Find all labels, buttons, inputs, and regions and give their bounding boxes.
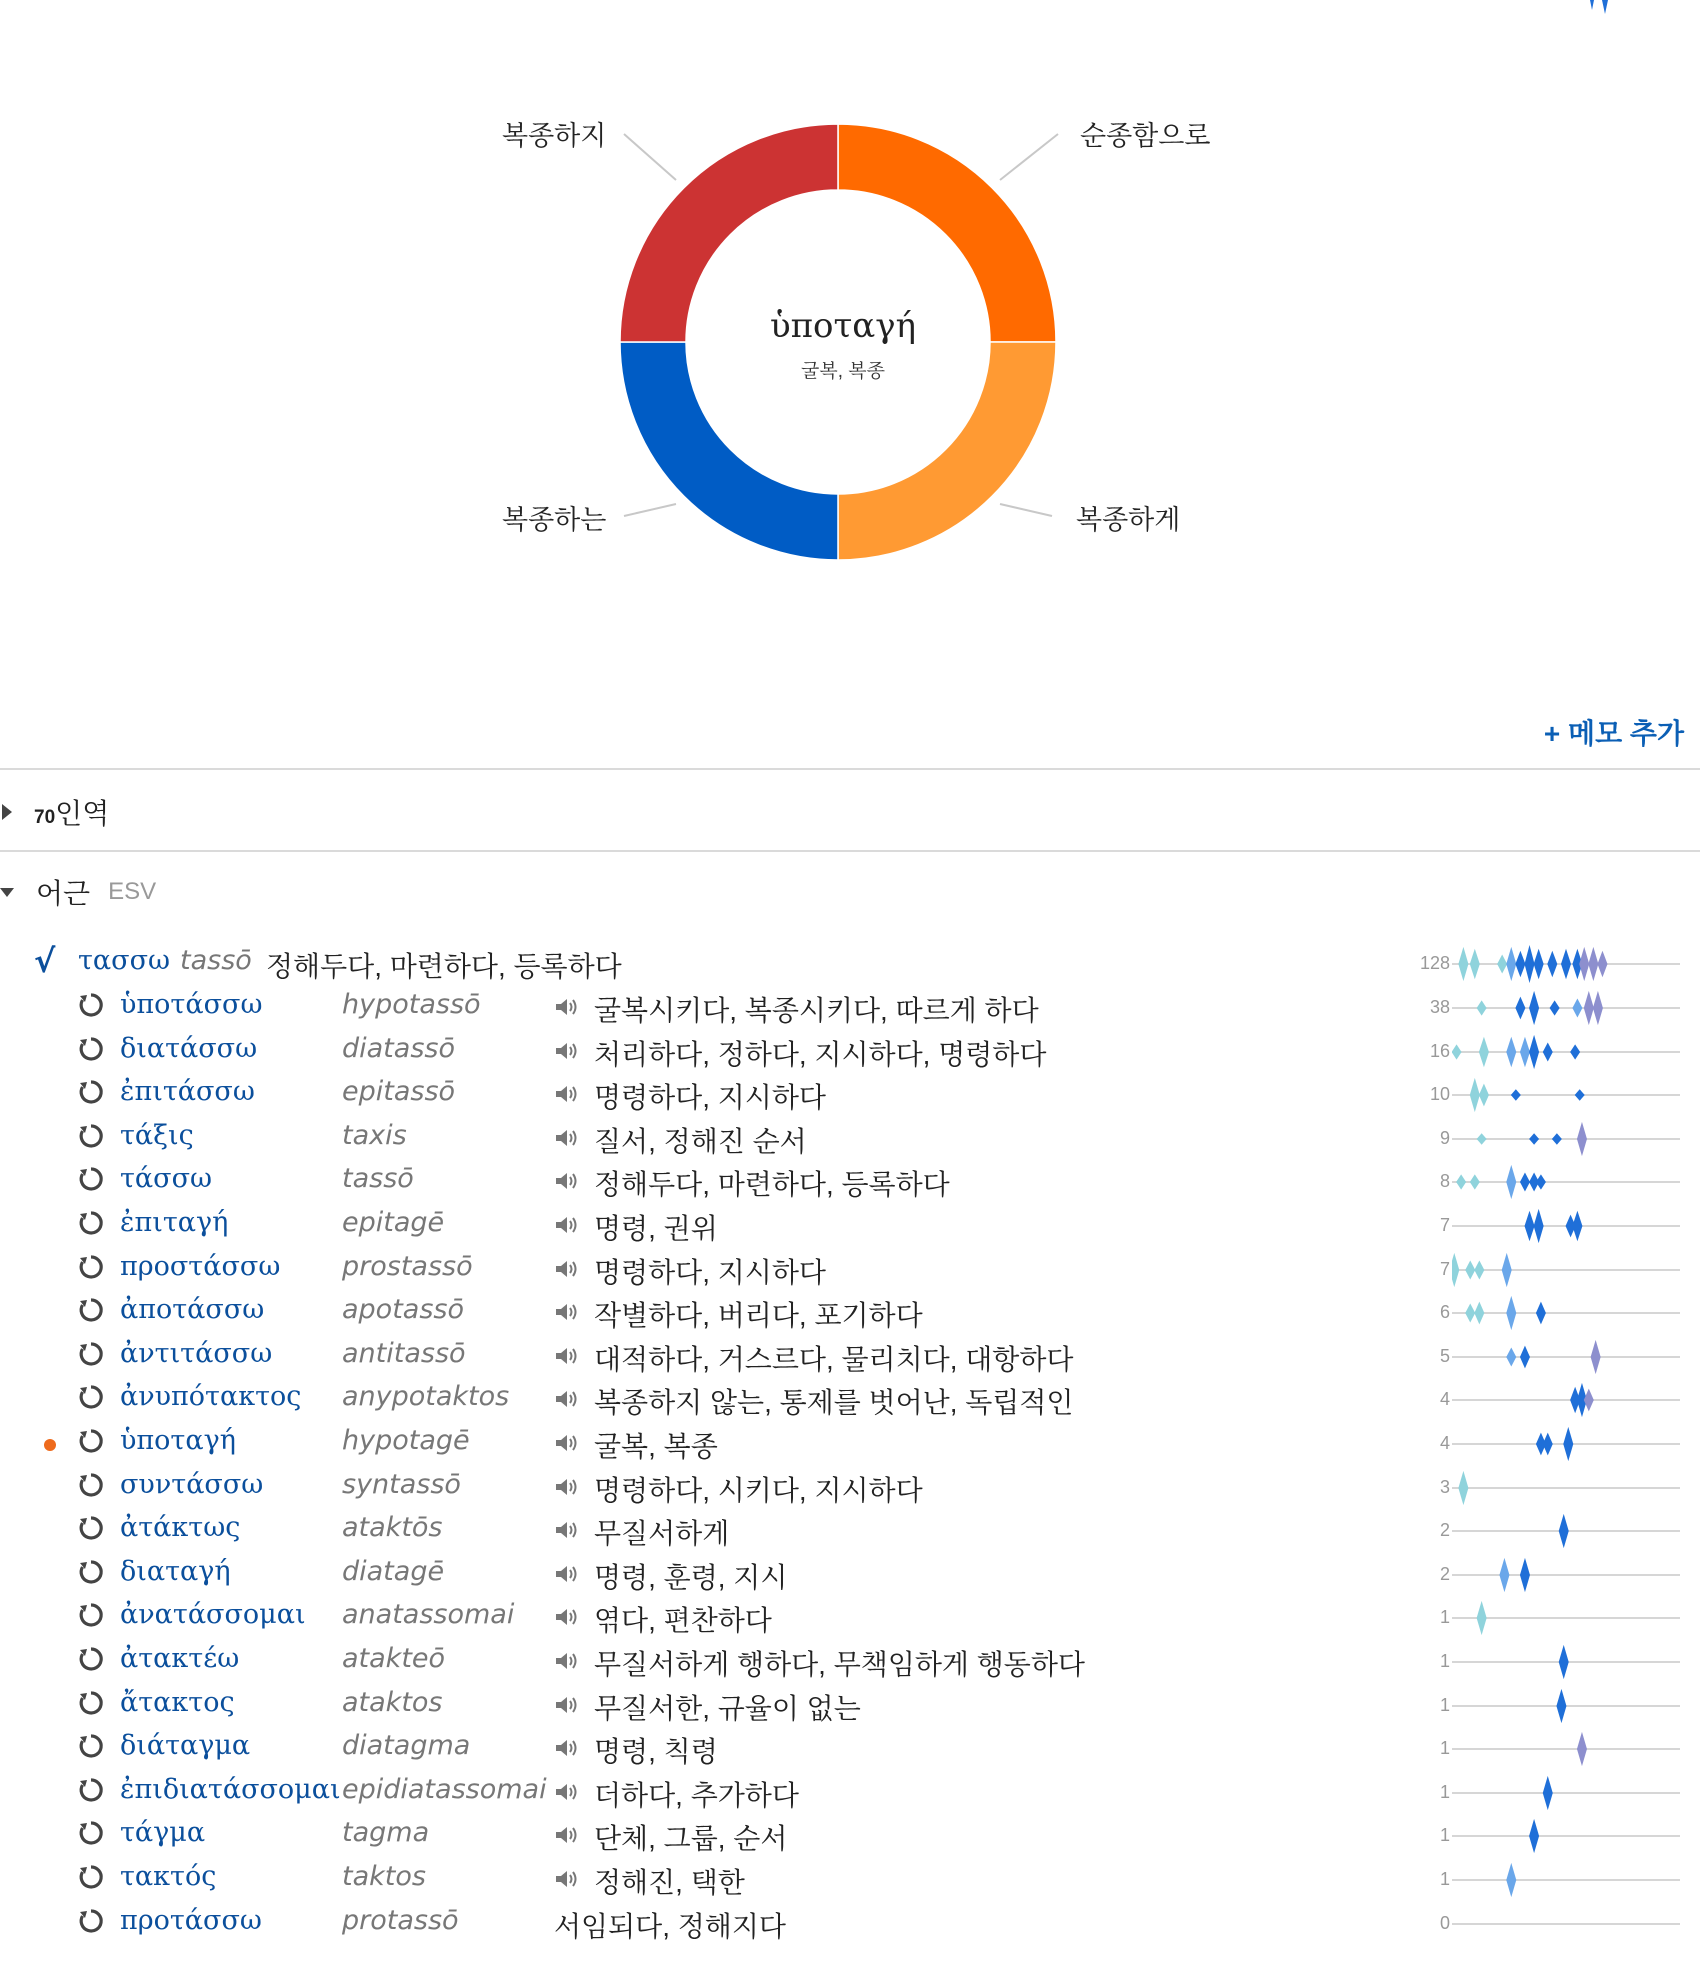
word-row[interactable] bbox=[0, 1553, 1700, 1597]
speaker-icon[interactable] bbox=[554, 1258, 580, 1280]
sparkline-mark bbox=[1591, 1340, 1601, 1374]
sparkline-mark bbox=[1479, 1084, 1489, 1107]
sparkline-mark bbox=[1584, 991, 1594, 1025]
transliteration: tagma bbox=[342, 1817, 430, 1849]
speaker-icon[interactable] bbox=[554, 1127, 580, 1149]
speaker-icon[interactable] bbox=[554, 1170, 580, 1192]
leader-line-2 bbox=[624, 504, 676, 516]
speaker-icon[interactable] bbox=[554, 1824, 580, 1846]
add-memo-button[interactable]: + 메모 추가 bbox=[1543, 718, 1684, 749]
related-word-icon bbox=[78, 1384, 104, 1410]
sparkline bbox=[1452, 1466, 1682, 1510]
gloss: 굴복, 복종 bbox=[594, 1431, 718, 1462]
greek-word-link[interactable]: διατάσσω bbox=[120, 1032, 258, 1064]
transliteration: antitassō bbox=[342, 1337, 466, 1369]
sparkline-mark bbox=[1559, 1645, 1569, 1679]
related-word-icon bbox=[78, 1559, 104, 1585]
transliteration: epitassō bbox=[342, 1076, 456, 1108]
sparkline-mark bbox=[1556, 1688, 1566, 1722]
related-word-icon bbox=[78, 1690, 104, 1716]
sparkline-mark bbox=[1506, 1863, 1516, 1897]
speaker-icon[interactable] bbox=[554, 1301, 580, 1323]
word-row[interactable] bbox=[0, 1117, 1700, 1161]
speaker-icon[interactable] bbox=[554, 1563, 580, 1585]
gloss: 명령, 권위 bbox=[594, 1213, 718, 1244]
sparkline-mark bbox=[1593, 991, 1603, 1025]
sparkline bbox=[1452, 1771, 1682, 1815]
occurrence-count: 3 bbox=[1439, 1476, 1450, 1497]
sparkline-mark bbox=[1520, 1173, 1530, 1192]
root-row[interactable] bbox=[0, 942, 1700, 986]
word-row[interactable] bbox=[0, 1902, 1700, 1946]
gloss: 정해두다, 마련하다, 등록하다 bbox=[594, 1169, 950, 1201]
related-word-icon bbox=[78, 1428, 104, 1454]
word-row[interactable] bbox=[0, 1204, 1700, 1248]
greek-word-link[interactable]: διάταγμα bbox=[120, 1730, 251, 1762]
gloss: 명령, 칙령 bbox=[594, 1736, 718, 1768]
leader-line-3 bbox=[624, 134, 676, 180]
transliteration: atakteō bbox=[342, 1643, 446, 1674]
root-mark-icon: √ bbox=[34, 942, 56, 980]
related-word-icon bbox=[78, 1777, 104, 1803]
sparkline-mark bbox=[1575, 1089, 1585, 1100]
related-word-icon bbox=[78, 1733, 104, 1759]
sparkline-mark bbox=[1452, 1252, 1459, 1286]
word-row[interactable] bbox=[0, 1596, 1700, 1640]
greek-word-link[interactable]: ἀτακτέω bbox=[120, 1643, 240, 1674]
speaker-icon[interactable] bbox=[554, 1214, 580, 1236]
greek-word-link[interactable]: προστάσσω bbox=[120, 1250, 281, 1282]
root-gloss: 정해두다, 마련하다, 등록하다 bbox=[266, 951, 622, 982]
gloss: 대적하다, 거스르다, 물리치다, 대항하다 bbox=[594, 1343, 1074, 1375]
sparkline-mark bbox=[1456, 1175, 1466, 1190]
sparkline-mark bbox=[1563, 1427, 1573, 1461]
sparkline bbox=[1452, 1640, 1682, 1684]
sparkline-mark bbox=[1477, 1601, 1487, 1635]
sparkline-mark bbox=[1529, 1034, 1539, 1068]
transliteration: ataktōs bbox=[342, 1512, 443, 1544]
occurrence-count: 4 bbox=[1439, 1389, 1450, 1410]
occurrence-count: 0 bbox=[1439, 1912, 1450, 1933]
related-word-icon bbox=[78, 1472, 104, 1498]
sparkline bbox=[1452, 1858, 1682, 1902]
speaker-icon[interactable] bbox=[554, 1737, 580, 1759]
word-row[interactable] bbox=[0, 1160, 1700, 1204]
greek-word-link[interactable]: τάσσω bbox=[120, 1163, 213, 1195]
sparkline-mark bbox=[1502, 1252, 1512, 1286]
speaker-icon[interactable] bbox=[554, 1781, 580, 1803]
sparkline-mark bbox=[1520, 1558, 1530, 1592]
sparkline-mark bbox=[1511, 1089, 1521, 1100]
greek-word-link[interactable]: ὑποτάσσω bbox=[120, 989, 263, 1020]
donut-chart bbox=[0, 0, 1700, 640]
transliteration: syntassō bbox=[342, 1468, 461, 1500]
greek-word-link[interactable]: τάξις bbox=[120, 1119, 194, 1151]
gloss: 굴복시키다, 복종시키다, 따르게 하다 bbox=[594, 995, 1039, 1026]
sparkline-mark bbox=[1515, 951, 1525, 978]
greek-word-link[interactable]: ἀντιτάσσω bbox=[120, 1337, 273, 1369]
related-word-icon bbox=[78, 1908, 104, 1934]
transliteration: taxis bbox=[342, 1119, 407, 1151]
related-word-icon bbox=[78, 1079, 104, 1105]
sparkline-mark bbox=[1506, 1165, 1516, 1199]
related-word-icon bbox=[78, 1297, 104, 1323]
occurrence-count: 7 bbox=[1439, 1215, 1450, 1235]
sparkline-mark bbox=[1497, 955, 1507, 974]
gloss: 명령하다, 지시하다 bbox=[594, 1256, 826, 1288]
word-row[interactable] bbox=[0, 1335, 1700, 1379]
related-word-icon bbox=[78, 1166, 104, 1192]
greek-word-link[interactable]: προτάσσω bbox=[120, 1904, 262, 1936]
sparkline-mark bbox=[1470, 949, 1480, 979]
sparkline-mark bbox=[1477, 1000, 1487, 1015]
transliteration: anatassomai bbox=[342, 1599, 515, 1631]
current-word-dot bbox=[44, 1439, 56, 1451]
sparkline-mark bbox=[1543, 1042, 1553, 1061]
sparkline bbox=[1452, 1335, 1682, 1379]
sparkline-mark bbox=[1559, 1514, 1569, 1548]
chart-center-gloss: 굴복, 복종 bbox=[801, 361, 885, 382]
sparkline bbox=[1452, 1596, 1682, 1640]
divider bbox=[0, 850, 1700, 852]
sparkline-mark bbox=[1529, 1819, 1539, 1853]
speaker-icon[interactable] bbox=[554, 1606, 580, 1628]
gloss: 서임되다, 정해지다 bbox=[554, 1910, 786, 1942]
greek-word-link[interactable]: ἀνυπότακτος bbox=[120, 1381, 302, 1413]
word-row[interactable] bbox=[0, 1727, 1700, 1771]
sparkline-mark bbox=[1572, 999, 1582, 1018]
occurrence-count: 1 bbox=[1439, 1869, 1450, 1889]
occurrence-count: 1 bbox=[1439, 1825, 1450, 1846]
greek-word-link[interactable]: τακτός bbox=[120, 1861, 217, 1892]
transliteration: diatagē bbox=[342, 1555, 445, 1587]
sparkline-mark bbox=[1515, 997, 1525, 1020]
speaker-icon[interactable] bbox=[554, 1650, 580, 1672]
sparkline-mark bbox=[1550, 1000, 1560, 1015]
occurrence-count: 5 bbox=[1439, 1345, 1450, 1366]
transliteration: anypotaktos bbox=[342, 1381, 510, 1413]
sparkline-mark bbox=[1529, 991, 1539, 1025]
related-word-icon bbox=[78, 1646, 104, 1672]
slice-label-2: 복종하는 bbox=[502, 505, 607, 535]
related-word-icon bbox=[78, 1254, 104, 1280]
gloss: 명령하다, 지시하다 bbox=[594, 1082, 826, 1114]
sparkline bbox=[1452, 1117, 1682, 1161]
caret-right-icon bbox=[2, 804, 12, 820]
word-row[interactable] bbox=[0, 1814, 1700, 1858]
gloss: 명령하다, 시키다, 지시하다 bbox=[594, 1474, 923, 1506]
related-word-icon bbox=[78, 1820, 104, 1846]
sparkline-mark bbox=[1499, 1558, 1509, 1592]
related-word-icon bbox=[78, 1602, 104, 1628]
gloss: 복종하지 않는, 통제를 벗어난, 독립적인 bbox=[594, 1387, 1074, 1419]
transliteration: epidiatassomai bbox=[342, 1773, 547, 1805]
transliteration: taktos bbox=[342, 1861, 426, 1892]
sparkline bbox=[1452, 986, 1682, 1030]
sparkline-mark bbox=[1536, 1175, 1546, 1190]
sparkline bbox=[1452, 1291, 1682, 1335]
sparkline bbox=[1452, 1684, 1682, 1728]
sparkline-mark bbox=[1520, 1345, 1530, 1368]
sparkline-mark bbox=[1520, 1036, 1530, 1066]
sparkline-mark bbox=[1552, 1133, 1562, 1144]
sparkline-mark bbox=[1588, 947, 1598, 981]
gloss: 질서, 정해진 순서 bbox=[594, 1125, 807, 1157]
sparkline-mark bbox=[1534, 949, 1544, 979]
transliteration: ataktos bbox=[342, 1686, 443, 1718]
related-word-icon bbox=[78, 1864, 104, 1890]
sparkline-mark bbox=[1506, 947, 1516, 981]
occurrence-count: 10 bbox=[1429, 1084, 1450, 1105]
root-count: 128 bbox=[1419, 953, 1450, 973]
sparkline bbox=[1452, 1204, 1682, 1248]
word-row[interactable] bbox=[0, 1378, 1700, 1422]
related-word-icon bbox=[78, 1341, 104, 1367]
leader-line-0 bbox=[1000, 134, 1058, 180]
word-row[interactable] bbox=[0, 1466, 1700, 1510]
slice-label-3: 복종하지 bbox=[502, 121, 607, 151]
gloss: 정해진, 택한 bbox=[594, 1867, 745, 1898]
speaker-icon[interactable] bbox=[554, 1083, 580, 1105]
root-transliteration: tassō bbox=[180, 945, 252, 976]
sparkline bbox=[1452, 1073, 1682, 1117]
sparkline-mark bbox=[1452, 1044, 1462, 1059]
greek-word-link[interactable]: διαταγή bbox=[120, 1555, 231, 1587]
sparkline-mark bbox=[1577, 1122, 1587, 1156]
transliteration: protassō bbox=[342, 1904, 459, 1936]
leader-line-1 bbox=[1000, 504, 1052, 516]
chart-center-word: ὑποταγή bbox=[770, 306, 916, 346]
transliteration: diatassō bbox=[342, 1032, 455, 1064]
sparkline-mark bbox=[1470, 1078, 1480, 1112]
word-row[interactable] bbox=[0, 1509, 1700, 1553]
word-row[interactable] bbox=[0, 986, 1700, 1030]
word-row[interactable] bbox=[0, 1858, 1700, 1902]
root-greek-link[interactable]: τασσω bbox=[78, 945, 171, 976]
gloss: 무질서하게 행하다, 무책임하게 행동하다 bbox=[594, 1649, 1085, 1680]
word-row[interactable] bbox=[0, 1422, 1700, 1466]
sparkline-mark bbox=[1479, 1036, 1489, 1066]
sparkline-mark bbox=[1597, 951, 1607, 978]
sparkline-mark bbox=[1506, 1296, 1516, 1330]
sparkline-mark bbox=[1529, 1133, 1539, 1144]
sparkline-mark bbox=[1547, 951, 1557, 978]
sparkline-mark bbox=[1458, 1470, 1468, 1504]
gloss: 무질서하게 bbox=[594, 1518, 730, 1550]
sparkline-mark bbox=[1506, 1036, 1516, 1066]
occurrence-count: 1 bbox=[1439, 1651, 1450, 1671]
slice-label-0: 순종함으로 bbox=[1080, 121, 1211, 151]
speaker-icon[interactable] bbox=[554, 1345, 580, 1367]
speaker-icon[interactable] bbox=[554, 1388, 580, 1410]
word-row[interactable] bbox=[0, 1640, 1700, 1684]
sparkline-mark bbox=[1577, 1732, 1587, 1766]
transliteration: diatagma bbox=[342, 1730, 471, 1762]
transliteration: prostassō bbox=[342, 1250, 473, 1282]
greek-word-link[interactable]: ἐπιταγή bbox=[120, 1207, 229, 1238]
occurrence-count: 7 bbox=[1439, 1258, 1450, 1279]
greek-word-link[interactable]: ἐπιδιατάσσομαι bbox=[120, 1773, 341, 1805]
related-word-icon bbox=[78, 1210, 104, 1236]
gloss: 무질서한, 규율이 없는 bbox=[594, 1692, 861, 1724]
sparkline-mark bbox=[1543, 1433, 1553, 1456]
occurrence-count: 1 bbox=[1439, 1781, 1450, 1802]
gloss: 명령, 훈령, 지시 bbox=[594, 1561, 788, 1593]
speaker-icon[interactable] bbox=[554, 1476, 580, 1498]
speaker-icon[interactable] bbox=[554, 1868, 580, 1890]
sparkline-mark bbox=[1474, 1260, 1484, 1279]
gloss: 더하다, 추가하다 bbox=[594, 1779, 799, 1811]
sparkline-mark bbox=[1536, 1302, 1546, 1325]
sparkline-mark bbox=[1458, 947, 1468, 981]
gloss: 처리하다, 정하다, 지시하다, 명령하다 bbox=[594, 1038, 1047, 1070]
sparkline-mark bbox=[1470, 1175, 1480, 1190]
sparkline-mark bbox=[1506, 1347, 1516, 1366]
transliteration: epitagē bbox=[342, 1207, 445, 1238]
sparkline bbox=[1452, 942, 1682, 986]
occurrence-count: 8 bbox=[1439, 1171, 1450, 1192]
speaker-icon[interactable] bbox=[554, 1432, 580, 1454]
sparkline bbox=[1452, 1814, 1682, 1858]
sparkline-mark bbox=[1477, 1133, 1487, 1144]
speaker-icon[interactable] bbox=[554, 996, 580, 1018]
sparkline-mark bbox=[1584, 1389, 1594, 1412]
occurrence-count: 9 bbox=[1439, 1127, 1450, 1148]
word-row[interactable] bbox=[0, 1291, 1700, 1335]
caret-down-icon bbox=[0, 888, 14, 897]
sparkline-mark bbox=[1534, 1209, 1544, 1243]
sparkline bbox=[1452, 1422, 1682, 1466]
word-row[interactable] bbox=[0, 1684, 1700, 1728]
section-title-septuagint: 70인역 bbox=[34, 798, 110, 829]
sparkline-mark bbox=[1525, 945, 1535, 983]
sparkline bbox=[1452, 1248, 1682, 1292]
greek-word-link[interactable]: ὑποταγή bbox=[120, 1425, 236, 1456]
sparkline-mark bbox=[1543, 1776, 1553, 1810]
word-row[interactable] bbox=[0, 1030, 1700, 1074]
gloss: 작별하다, 버리다, 포기하다 bbox=[594, 1300, 923, 1332]
slice-label-1: 복종하게 bbox=[1076, 505, 1181, 535]
section-title-roots: 어근 bbox=[36, 878, 91, 909]
greek-word-link[interactable]: ἀνατάσσομαι bbox=[120, 1599, 306, 1631]
divider bbox=[0, 768, 1700, 770]
sparkline-mark bbox=[1465, 1304, 1475, 1323]
greek-word-link[interactable]: ἐπιτάσσω bbox=[120, 1076, 255, 1108]
transliteration: hypotassō bbox=[342, 989, 481, 1020]
septuagint-section-header[interactable] bbox=[0, 792, 109, 832]
greek-word-link[interactable]: ἀτάκτως bbox=[120, 1512, 241, 1544]
occurrence-count: 1 bbox=[1439, 1738, 1450, 1759]
gloss: 단체, 그룹, 순서 bbox=[594, 1823, 788, 1855]
related-word-icon bbox=[78, 992, 104, 1018]
related-word-icon bbox=[78, 1123, 104, 1149]
related-word-icon bbox=[78, 1515, 104, 1541]
greek-word-link[interactable]: συντάσσω bbox=[120, 1468, 264, 1500]
sparkline-mark bbox=[1561, 949, 1571, 979]
transliteration: tassō bbox=[342, 1163, 414, 1195]
sparkline bbox=[1452, 1160, 1682, 1204]
sparkline bbox=[1452, 1030, 1682, 1074]
sparkline-mark bbox=[1465, 1260, 1475, 1279]
version-label: ESV bbox=[108, 878, 157, 905]
occurrence-count: 2 bbox=[1439, 1563, 1450, 1584]
sparkline-mark bbox=[1579, 947, 1589, 981]
greek-word-link[interactable]: ἀποτάσσω bbox=[120, 1294, 265, 1326]
gloss: 엮다, 편찬하다 bbox=[594, 1605, 772, 1637]
word-row[interactable] bbox=[0, 1073, 1700, 1117]
occurrence-count: 6 bbox=[1439, 1302, 1450, 1323]
sparkline bbox=[1452, 1902, 1682, 1946]
transliteration: hypotagē bbox=[342, 1425, 470, 1456]
greek-word-link[interactable]: τάγμα bbox=[120, 1817, 206, 1849]
sparkline-mark bbox=[1474, 1302, 1484, 1325]
occurrence-count: 1 bbox=[1439, 1694, 1450, 1715]
greek-word-link[interactable]: ἄτακτος bbox=[120, 1686, 235, 1718]
roots-section-header[interactable] bbox=[0, 872, 156, 912]
sparkline-mark bbox=[1570, 1044, 1580, 1059]
occurrence-count: 4 bbox=[1439, 1433, 1450, 1453]
sparkline bbox=[1452, 1553, 1682, 1597]
occurrence-count: 16 bbox=[1429, 1040, 1450, 1061]
sparkline-mark bbox=[1572, 1211, 1582, 1241]
occurrence-count: 2 bbox=[1439, 1520, 1450, 1541]
speaker-icon[interactable] bbox=[554, 1040, 580, 1062]
occurrence-count: 1 bbox=[1439, 1607, 1450, 1628]
transliteration: apotassō bbox=[342, 1294, 464, 1326]
sparkline bbox=[1452, 1727, 1682, 1771]
word-row[interactable] bbox=[0, 1248, 1700, 1292]
sparkline bbox=[1452, 1509, 1682, 1553]
speaker-icon[interactable] bbox=[554, 1519, 580, 1541]
occurrence-count: 38 bbox=[1429, 997, 1450, 1017]
speaker-icon[interactable] bbox=[554, 1694, 580, 1716]
sparkline bbox=[1452, 1378, 1682, 1422]
word-row[interactable] bbox=[0, 1771, 1700, 1815]
related-word-icon bbox=[78, 1036, 104, 1062]
sparkline-mark bbox=[1525, 1211, 1535, 1241]
